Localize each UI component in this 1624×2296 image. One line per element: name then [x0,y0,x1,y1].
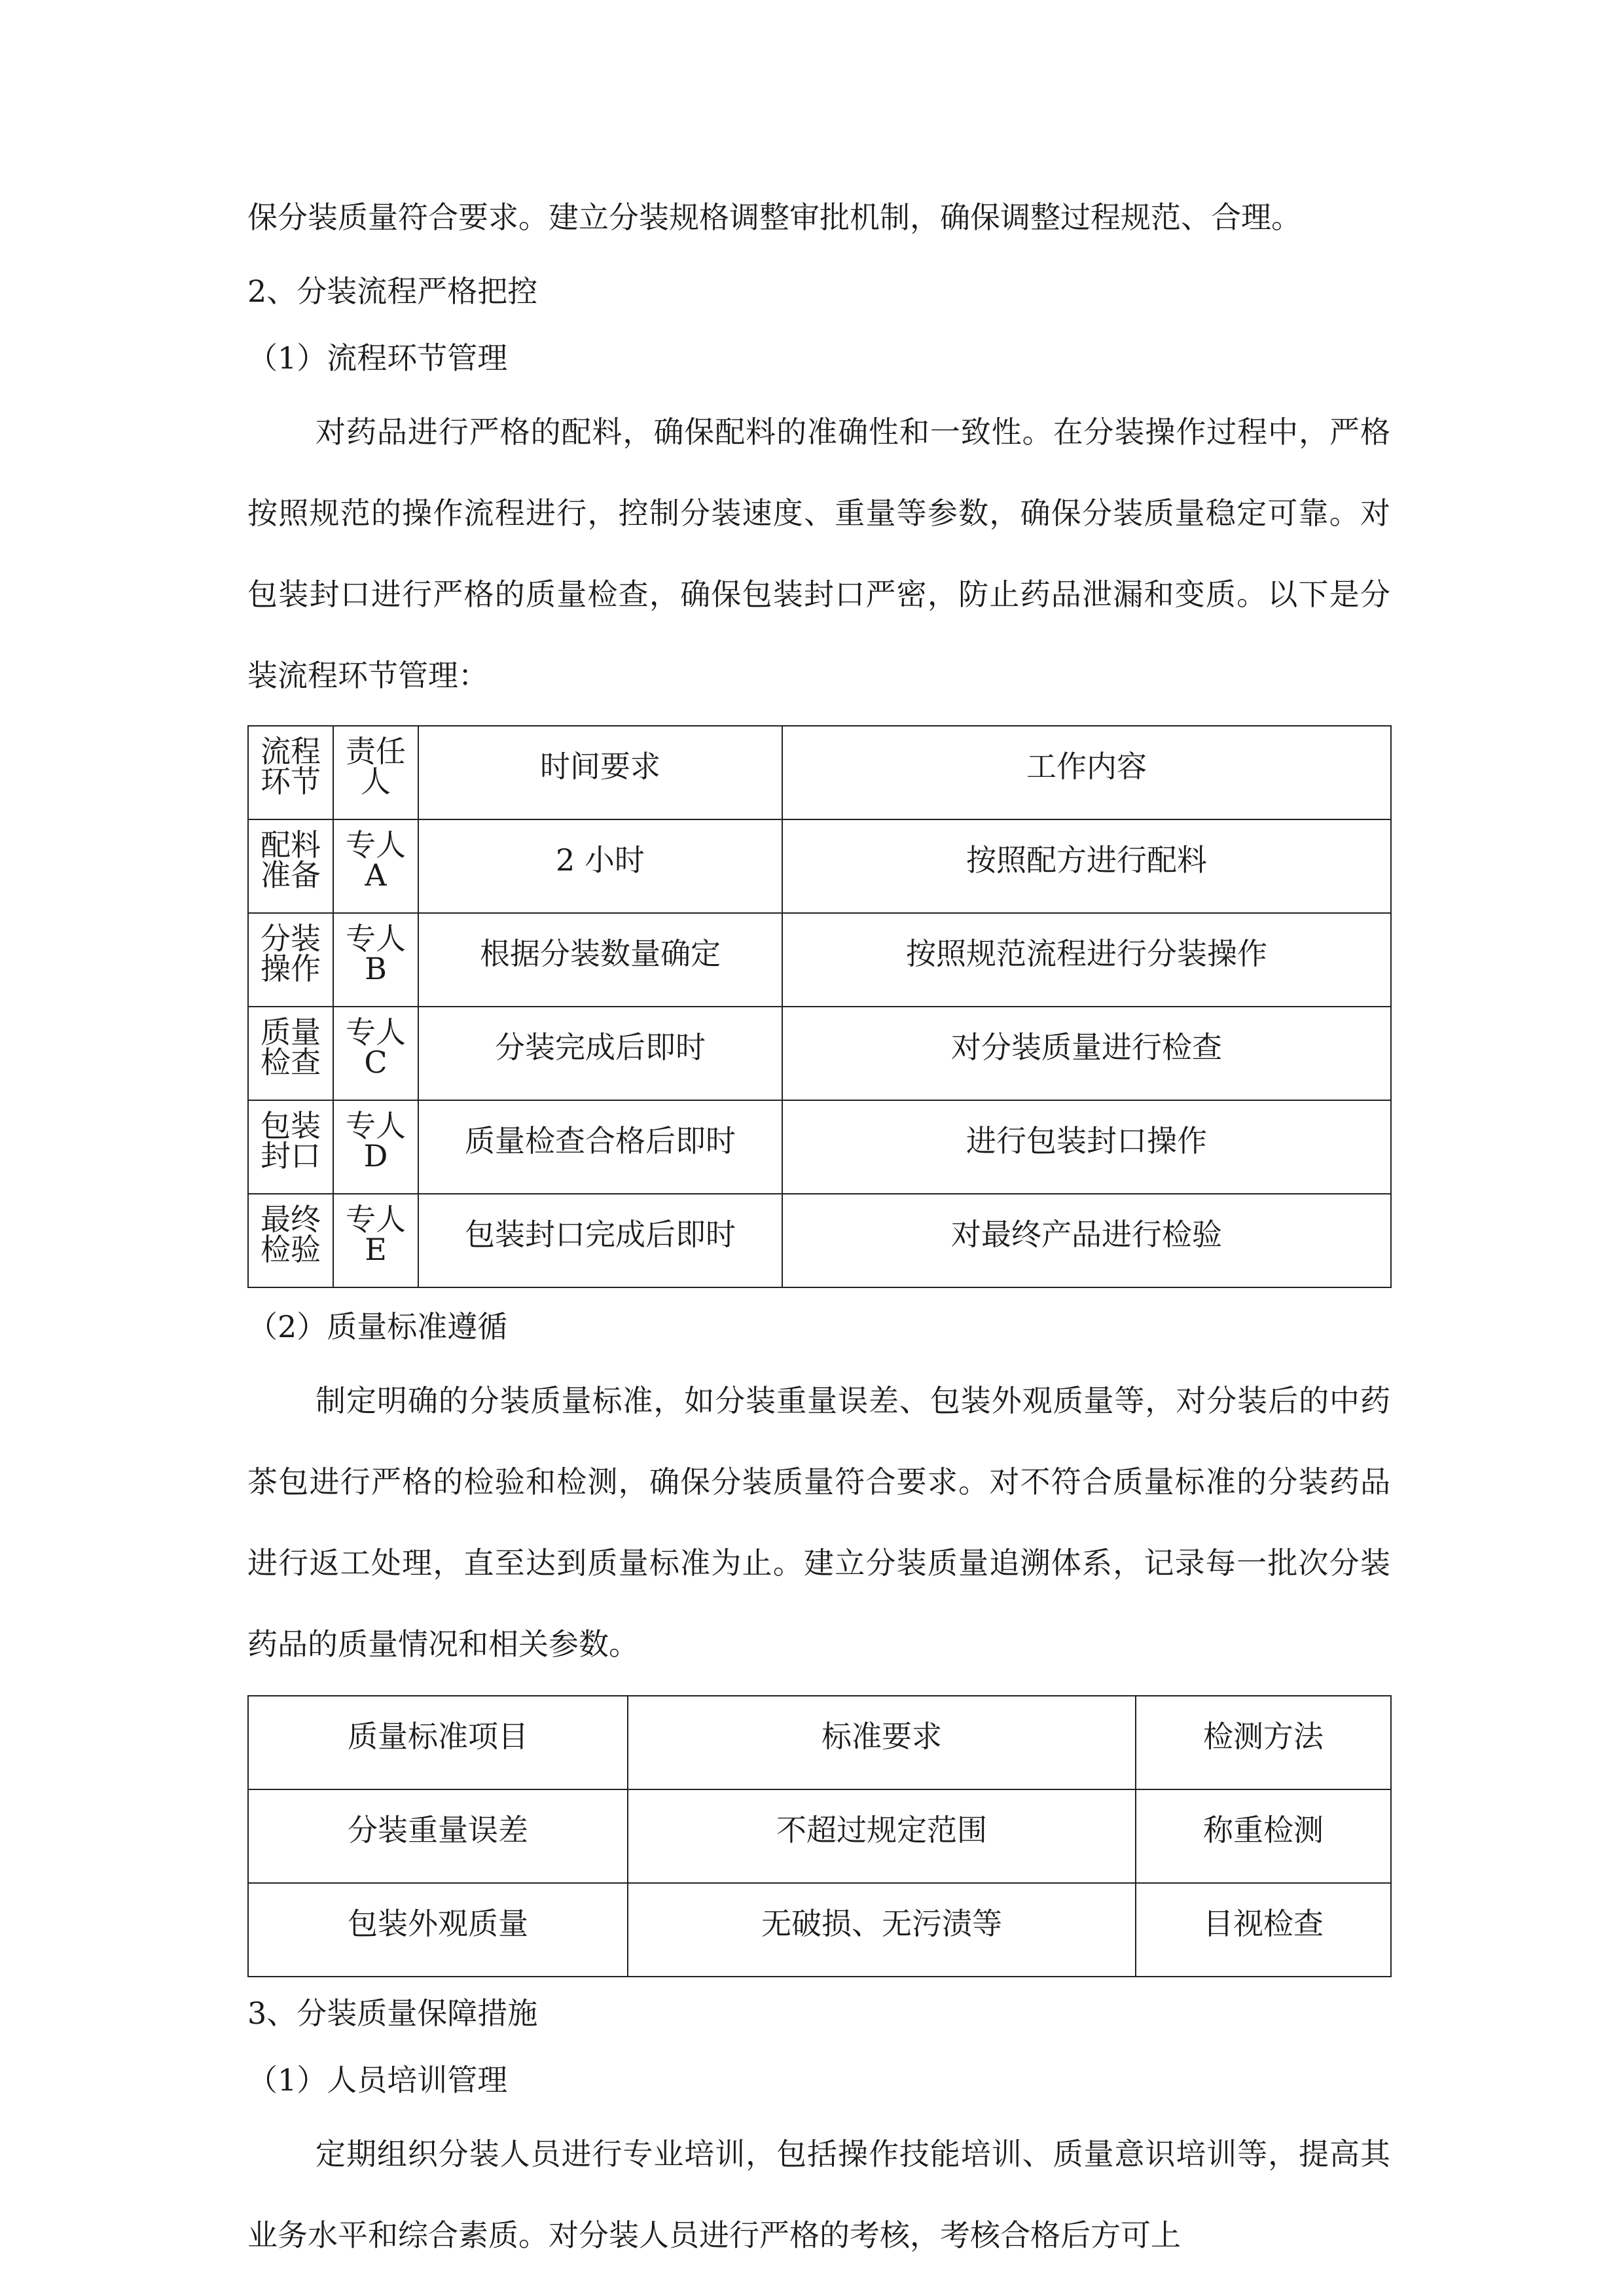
table-cell: 称重检测 [1136,1789,1391,1883]
table-header-cell: 责任人 [333,726,418,819]
paragraph-continued: 保分装质量符合要求。建立分装规格调整审批机制，确保调整过程规范、合理。 [247,200,1301,235]
table-cell: 根据分装数量确定 [418,913,782,1007]
table-row [248,1007,1391,1100]
table-cell: 配料准备 [248,819,333,913]
paragraph-staff-training: 定期组织分装人员进行专业培训，包括操作技能培训、质量意识培训等，提高其业务水平和综合素质。对分装人员进行严格的考核，考核合格后方可上 [247,2136,1390,2253]
paragraph-quality-standards: 制定明确的分装质量标准，如分装重量误差、包装外观质量等，对分装后的中药茶包进行严格的检验和检测，确保分装质量符合要求。对不符合质量标准的分装药品进行返工处理，直至达到质量标准为止。建立分装质量追溯体系，记录每一批次分装药品的质量情况和相关参数。 [247,1383,1390,1662]
table-row [248,1789,1391,1883]
table-cell: 包装外观质量 [248,1883,628,1977]
table-cell: 质量检查 [248,1007,333,1100]
table-header-row [248,726,1391,819]
table-cell: 2 小时 [418,819,782,913]
table-cell: 进行包装封口操作 [782,1100,1391,1194]
table-row [248,913,1391,1007]
table-header-cell: 标准要求 [628,1696,1136,1789]
table-cell: 不超过规定范围 [628,1789,1136,1883]
table-cell: 专人 B [333,913,418,1007]
quality-standard-table [247,1695,1392,1977]
table-cell: 分装重量误差 [248,1789,628,1883]
table-cell: 对分装质量进行检查 [782,1007,1391,1100]
table-header-cell: 检测方法 [1136,1696,1391,1789]
table-header-cell: 流程环节 [248,726,333,819]
table-row [248,1883,1391,1977]
subsection-heading-3-1: （1）人员培训管理 [247,2062,508,2098]
table-cell: 对最终产品进行检验 [782,1194,1391,1287]
table-cell: 专人 D [333,1100,418,1194]
table-header-cell: 时间要求 [418,726,782,819]
table-cell: 专人 C [333,1007,418,1100]
table-cell: 分装完成后即时 [418,1007,782,1100]
table-cell: 分装操作 [248,913,333,1007]
table-header-cell: 工作内容 [782,726,1391,819]
process-table [247,725,1392,1288]
table-cell: 目视检查 [1136,1883,1391,1977]
table-cell: 无破损、无污渍等 [628,1883,1136,1977]
table-row [248,1100,1391,1194]
subsection-heading-2-2: （2）质量标准遵循 [247,1309,508,1344]
table-cell: 包装封口完成后即时 [418,1194,782,1287]
table-cell: 专人 A [333,819,418,913]
subsection-heading-2-1: （1）流程环节管理 [247,340,508,376]
table-row [248,819,1391,913]
table-row [248,1194,1391,1287]
table-cell: 包装封口 [248,1100,333,1194]
paragraph-process-management: 对药品进行严格的配料，确保配料的准确性和一致性。在分装操作过程中，严格按照规范的操作流程进行，控制分装速度、重量等参数，确保分装质量稳定可靠。对包装封口进行严格的质量检查，确保包装封口严密，防止药品泄漏和变质。以下是分装流程环节管理： [247,414,1390,693]
table-header-row [248,1696,1391,1789]
table-cell: 最终检验 [248,1194,333,1287]
table-header-cell: 质量标准项目 [248,1696,628,1789]
table-cell: 质量检查合格后即时 [418,1100,782,1194]
table-cell: 按照规范流程进行分装操作 [782,913,1391,1007]
section-heading-2: 2、分装流程严格把控 [247,274,538,309]
table-cell: 按照配方进行配料 [782,819,1391,913]
document-page [247,177,1390,2276]
table-cell: 专人 E [333,1194,418,1287]
section-heading-3: 3、分装质量保障措施 [247,1996,538,2031]
